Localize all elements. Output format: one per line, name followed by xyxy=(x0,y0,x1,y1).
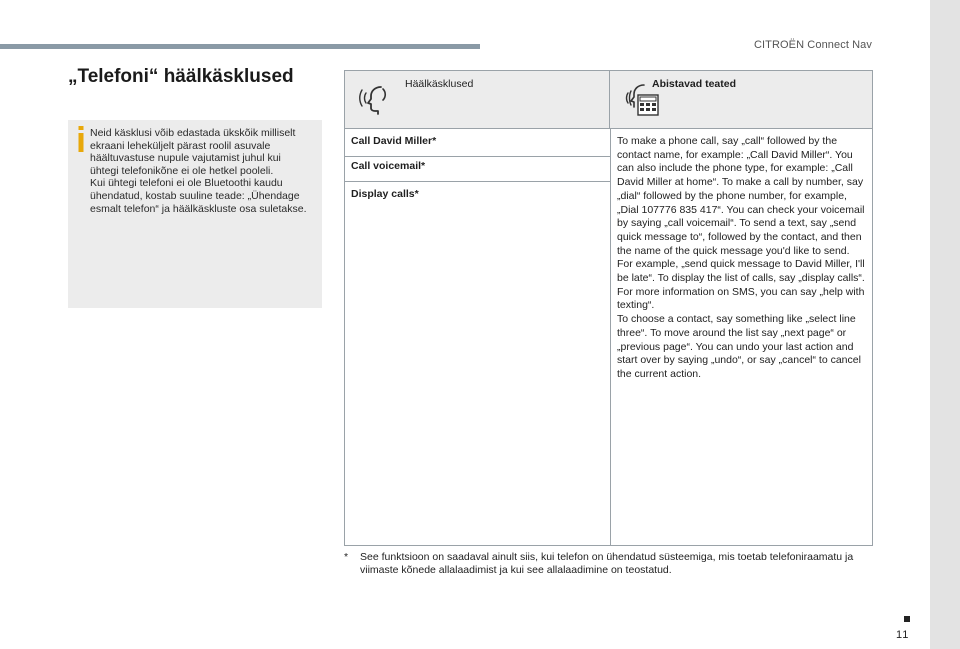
info-box xyxy=(68,120,322,308)
voice-command: Display calls* xyxy=(351,188,419,200)
column-divider xyxy=(610,129,611,545)
page-marker xyxy=(904,616,910,622)
info-text: Neid käsklusi võib edastada ükskõik milliselt ekraani leheküljelt pärast roolil asuvale häältuvastuse nupule vajutamist juhul kui ühtegi telefonikõne ei ole hetkel pooleli. Kui ühtegi telefoni ei ole Bluetoothi kaudu ühendatud, kostab suuline teade: „Ühendage esmalt telefon“ ja häälkäskluste osa suletakse. xyxy=(90,127,307,215)
column-header-label: Häälkäsklused xyxy=(405,78,474,90)
info-icon xyxy=(76,126,86,152)
voice-command: Call voicemail* xyxy=(351,160,426,172)
header-bar xyxy=(0,44,480,49)
brand-label: CITROËN Connect Nav xyxy=(753,39,872,51)
table-header-help xyxy=(610,71,872,129)
page-number: 11 xyxy=(896,629,910,641)
side-margin-bar xyxy=(930,0,960,649)
page-title: „Telefoni“ häälkäsklused xyxy=(68,66,294,87)
table-header-commands xyxy=(345,71,610,129)
help-message-text: To make a phone call, say „call“ followed by the contact name, for example: „Call David Miller“. You can also include the phone type, for example: „Call David Miller at home“. To make a call by number, say „dial“ followed by the phone number, for example, „Dial 107776 835 417“. You can check your voicemail by saying „call voicemail“. To send a text, say „send quick message to“, followed by the contact, and then the name of the quick message you'd like to send. For example, „send quick message to David Miller, I'll be late“. To display the list of calls, say „display calls“. For more information on SMS, you can say „help with texting“. To choose a contact, say something like „select line three“. To move around the list say „next page“ or „previous page“. You can undo your last action and start over by saying „undo“, or say „cancel“ to cancel the current action. xyxy=(617,135,865,380)
column-header-label: Abistavad teated xyxy=(652,78,737,90)
voice-command: Call David Miller* xyxy=(351,135,437,147)
row-divider xyxy=(345,156,610,157)
speaking-head-icon xyxy=(359,83,391,115)
row-divider xyxy=(345,181,610,182)
footnote-marker: * xyxy=(344,551,349,563)
footnote-text: See funktsioon on saadaval ainult siis, kui telefon on ühendatud süsteemiga, mis toetab telefoniraamatu ja viimaste kõnede allalaadimist ja kui see allalaadimine on teostatud. xyxy=(360,551,854,576)
voice-command-table xyxy=(344,70,873,546)
